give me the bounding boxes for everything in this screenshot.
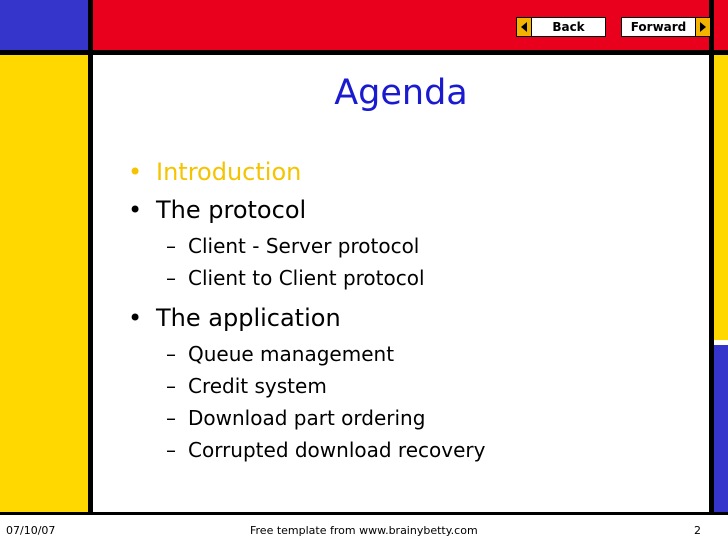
page-number: 2 xyxy=(694,524,701,537)
frame-top-divider xyxy=(0,50,728,55)
forward-button-label: Forward xyxy=(630,20,687,34)
agenda-subitem xyxy=(128,236,485,268)
dash-icon: – xyxy=(166,374,176,398)
agenda-subitem-label: Credit system xyxy=(188,374,327,398)
agenda-subitem xyxy=(128,408,485,440)
frame-right-divider xyxy=(709,0,714,512)
back-button-label: Back xyxy=(552,20,585,34)
agenda-subitem-label: Corrupted download recovery xyxy=(188,438,486,462)
frame-yellow-right xyxy=(714,55,728,340)
frame-yellow-left xyxy=(0,55,88,512)
back-button[interactable] xyxy=(516,17,606,37)
arrow-right-icon xyxy=(695,18,710,36)
frame-blue-block xyxy=(0,0,88,50)
frame-red-band xyxy=(93,0,709,50)
agenda-item-label: The application xyxy=(156,304,341,332)
agenda-subitem xyxy=(128,376,485,408)
frame-bottom-divider xyxy=(0,512,728,515)
agenda-subitem-label: Client to Client protocol xyxy=(188,266,425,290)
forward-button[interactable] xyxy=(621,17,711,37)
agenda-item-label: The protocol xyxy=(156,196,307,224)
agenda-item-protocol xyxy=(128,198,485,236)
agenda-item-label: Introduction xyxy=(156,158,302,186)
agenda-item-introduction xyxy=(128,160,485,198)
footer-credit: Free template from www.brainybetty.com xyxy=(250,524,478,537)
agenda-subitem-label: Download part ordering xyxy=(188,406,426,430)
dash-icon: – xyxy=(166,342,176,366)
bullet-icon: • xyxy=(128,158,143,186)
agenda-subitem-label: Client - Server protocol xyxy=(188,234,420,258)
slide-title: Agenda xyxy=(334,73,468,113)
dash-icon: – xyxy=(166,406,176,430)
agenda-item-application xyxy=(128,306,485,344)
arrow-left-icon xyxy=(517,18,532,36)
bullet-icon: • xyxy=(128,196,143,224)
dash-icon: – xyxy=(166,266,176,290)
agenda-subitem-label: Queue management xyxy=(188,342,395,366)
dash-icon: – xyxy=(166,234,176,258)
footer-date: 07/10/07 xyxy=(6,524,56,537)
bullet-icon: • xyxy=(128,304,143,332)
frame-blue-right xyxy=(714,345,728,512)
dash-icon: – xyxy=(166,438,176,462)
agenda-subitem xyxy=(128,268,485,300)
agenda-subitem xyxy=(128,440,485,472)
agenda-list xyxy=(128,160,485,472)
frame-red-right xyxy=(714,0,728,50)
agenda-subitem xyxy=(128,344,485,376)
